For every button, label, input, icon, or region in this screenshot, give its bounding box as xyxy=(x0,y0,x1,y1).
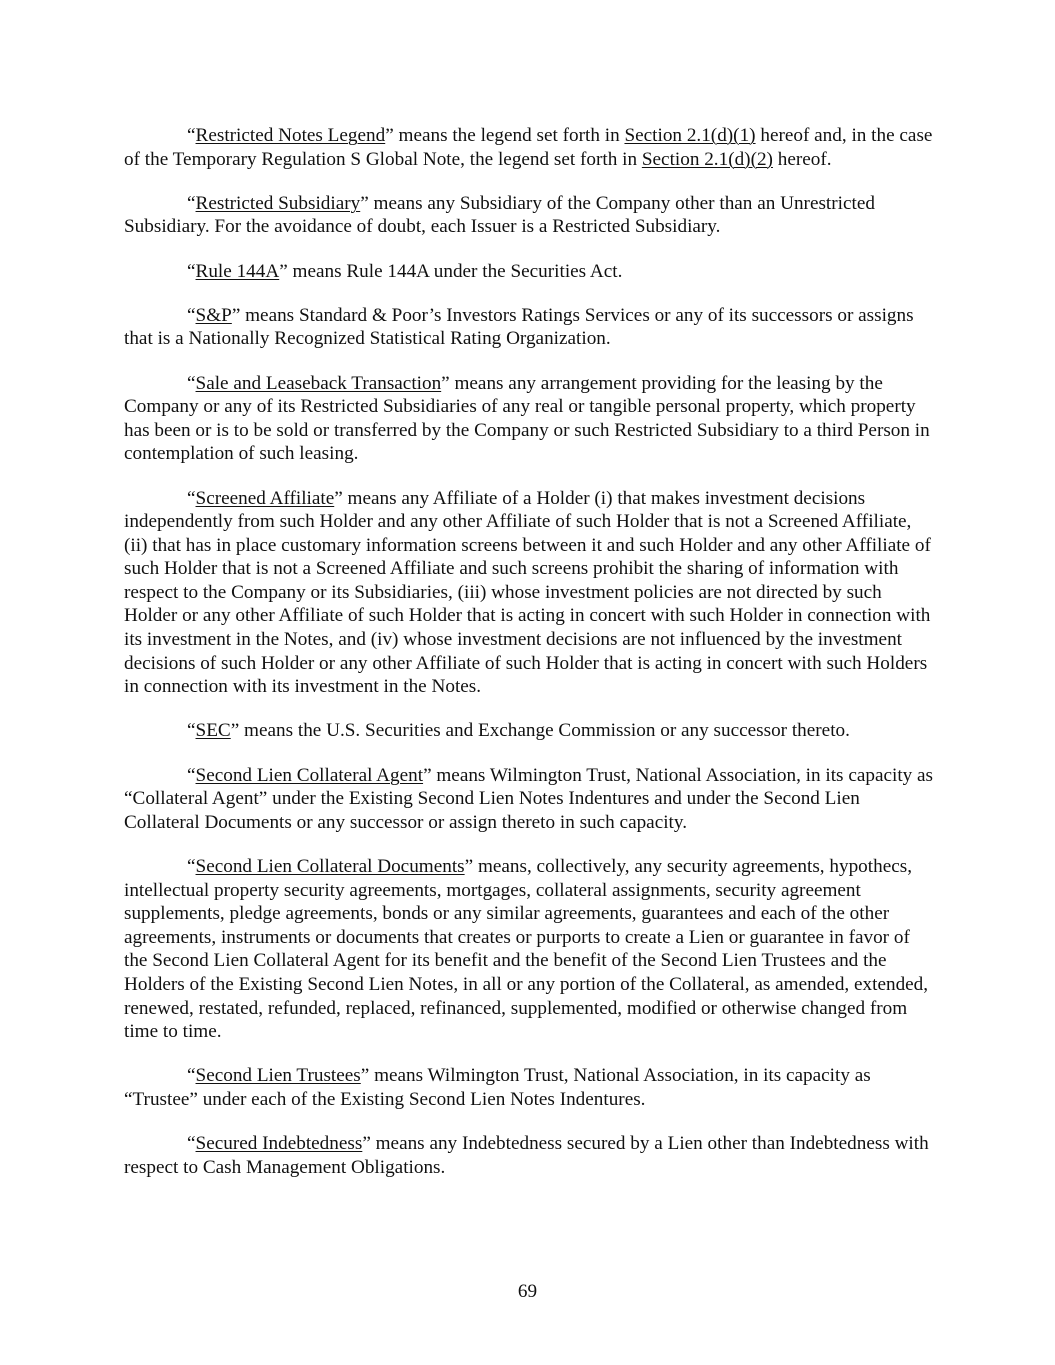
defined-term: Secured Indebtedness xyxy=(195,1133,363,1155)
defined-term: S&P xyxy=(195,304,232,326)
defined-term: Restricted Subsidiary xyxy=(195,192,361,214)
definition-second-lien-collateral-agent: “Second Lien Collateral Agent” means Wilmington Trust, National Association, in its capacity as “Collateral Agent” under the Existing Second Lien Notes Indentures and under the Second Lien Collateral Documents or any successor or assign thereto in such capacity. xyxy=(124,764,934,833)
definition-restricted-subsidiary: “Restricted Subsidiary” means any Subsidiary of the Company other than an Unrestricted Subsidiary. For the avoidance of doubt, each Issuer is a Restricted Subsidiary. xyxy=(124,192,875,238)
defined-term: Restricted Notes Legend xyxy=(195,125,386,146)
defined-term: Second Lien Trustees xyxy=(195,1065,361,1087)
definition-second-lien-collateral-documents: “Second Lien Collateral Documents” means, collectively, any security agreements, hypothecs, intellectual property security agreements, mortgages, collateral assignments, security agreement supplements, pledge agreements, bonds or any similar agreements, guarantees and each of the other agreements, instruments or documents that creates or purports to create a Lien or guarantee in favor of the Second Lien Collateral Agent for its benefit and the benefit of the Second Lien Trustees and the Holders of the Existing Second Lien Notes, in all or any portion of the Collateral, as amended, extended, renewed, restated, refunded, replaced, refinanced, supplemented, modified or otherwise changed from time to time. xyxy=(124,856,929,1043)
definition-secured-indebtedness: “Secured Indebtedness” means any Indebtedness secured by a Lien other than Indebtedness with respect to Cash Management Obligations. xyxy=(124,1133,929,1178)
defined-term: Second Lien Collateral Agent xyxy=(195,764,424,786)
defined-term: Rule 144A xyxy=(195,260,280,282)
definition-restricted-notes-legend: “Restricted Notes Legend” means the legend set forth in Section 2.1(d)(1) hereof and, in the case of the Temporary Regulation S Global Note, the legend set forth in Section 2.1(d)(2) hereof. xyxy=(124,125,933,170)
document-body xyxy=(124,124,936,1200)
definition-rule-144a: “Rule 144A” means Rule 144A under the Securities Act. xyxy=(187,260,623,282)
defined-term: SEC xyxy=(195,720,231,742)
definition-sec: “SEC” means the U.S. Securities and Exchange Commission or any successor thereto. xyxy=(187,720,850,742)
defined-term: Screened Affiliate xyxy=(195,487,335,509)
definition-s-and-p: “S&P” means Standard & Poor’s Investors Ratings Services or any of its successors or assigns that is a Nationally Recognized Statistical Rating Organization. xyxy=(124,304,914,350)
defined-term: Sale and Leaseback Transaction xyxy=(195,372,442,394)
definition-screened-affiliate: “Screened Affiliate” means any Affiliate of a Holder (i) that makes investment decisions independently from such Holder and any other Affiliate of such Holder that is not a Screened Affiliate, (ii) that has in place customary information screens between it and such Holder and any other Affiliate of such Holder that is not a Screened Affiliate and such screens prohibit the sharing of information with respect to the Company or its Subsidiaries, (iii) whose investment policies are not directed by such Holder or any other Affiliate of such Holder that is acting in concert with such Holder in connection with its investment in the Notes, and (iv) whose investment decisions are not influenced by the investment decisions of such Holder or any other Affiliate of such Holder that is acting in concert with such Holders in connection with its investment in the Notes. xyxy=(124,487,931,698)
definition-sale-and-leaseback-transaction: “Sale and Leaseback Transaction” means any arrangement providing for the leasing by the Company or any of its Restricted Subsidiaries of any real or tangible personal property, which property has been or is to be sold or transferred by the Company or such Restricted Subsidiary to a third Person in contemplation of such leasing. xyxy=(124,372,930,465)
defined-term: Second Lien Collateral Documents xyxy=(195,856,465,877)
page-number: 69 xyxy=(517,1281,538,1302)
section-reference: Section 2.1(d)(1) xyxy=(624,125,756,146)
section-reference: Section 2.1(d)(2) xyxy=(641,148,773,170)
definition-second-lien-trustees: “Second Lien Trustees” means Wilmington Trust, National Association, in its capacity as “Trustee” under each of the Existing Second Lien Notes Indentures. xyxy=(124,1065,871,1110)
